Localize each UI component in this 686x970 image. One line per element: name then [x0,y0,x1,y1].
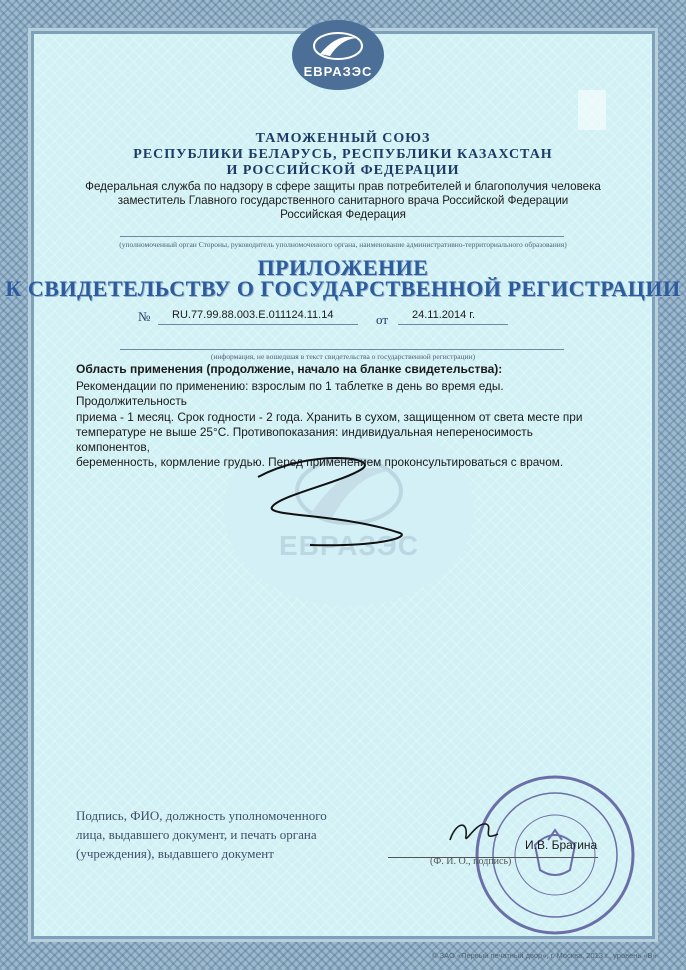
title-line-2: К СВИДЕТЕЛЬСТВУ О ГОСУДАРСТВЕННОЙ РЕГИСТРАЦИИ [5,276,681,301]
number-underline [158,324,358,325]
info-caption: (информация, не вошедшая в текст свидетельства о государственной регистрации) [210,352,476,361]
date-label: от [376,312,389,327]
scope-line-2: приема - 1 месяц. Срок годности - 2 года. Хранить в сухом, защищенном от света месте при [76,409,583,424]
authority-line-2: заместитель Главного государственного санитарного врача Российской Федерации [117,194,569,207]
registration-date: 24.11.2014 г. [412,309,476,321]
scope-line-1: Рекомендации по применению: взрослым по 1 таблетке в день во время еды. Продолжительность [76,379,504,409]
signature-instructions [76,806,376,863]
watermark-text: ЕВРАЗЭС [278,530,419,561]
signature-caption: (Ф. И. О., подпись) [430,856,512,867]
registration-line [130,309,560,327]
union-line-1: ТАМОЖЕННЫЙ СОЮЗ [255,131,431,146]
scope-heading: Область применения (продолжение, начало на бланке свидетельства): [76,362,503,376]
authority-line-1: Федеральная служба по надзору в сфере защиты прав потребителей и благополучия человека [85,180,601,193]
handwritten-signature [250,455,420,555]
sig-instructions-line-1: Подпись, ФИО, должность уполномоченного [76,808,327,823]
info-underline [120,349,564,350]
title-line-1: ПРИЛОЖЕНИЕ [257,255,429,280]
union-line-3: И РОССИЙСКОЙ ФЕДЕРАЦИИ [226,163,460,178]
official-seal-stamp [470,770,640,940]
authority-underline [120,236,564,237]
scope-line-3: температуре не выше 25°С. Противопоказания: индивидуальная непереносимость компонентов, [76,424,533,455]
hologram-area [578,90,606,130]
scope-line-4: беременность, кормление грудью. Перед применением проконсультироваться с врачом. [76,455,564,470]
registration-number: RU.77.99.88.003.E.011124.11.14 [172,309,334,321]
printer-footer: © ЗАО «Первый печатный двор», г. Москва, 2013 г., уровень «В» [432,951,657,960]
initials-signature [446,812,506,852]
number-label: № [138,309,151,324]
logo-text: ЕВРАЗЭС [303,64,373,79]
sig-instructions-line-2: лица, выдавшего документ, и печать органа [76,827,317,842]
date-underline [398,324,508,325]
authority-caption: (уполномоченный орган Стороны, руководитель уполномоченного органа, наименование административно-территориального образования) [119,240,567,249]
union-line-2: РЕСПУБЛИКИ БЕЛАРУСЬ, РЕСПУБЛИКИ КАЗАХСТАН [133,147,553,162]
bird-emblem-icon [310,26,366,64]
sig-instructions-line-3: (учреждения), выдавшего документ [76,846,274,861]
signatory-name: И.В. Брагина [525,838,598,852]
authority-line-3: Российская Федерация [280,208,406,221]
eurasec-logo [292,20,384,90]
